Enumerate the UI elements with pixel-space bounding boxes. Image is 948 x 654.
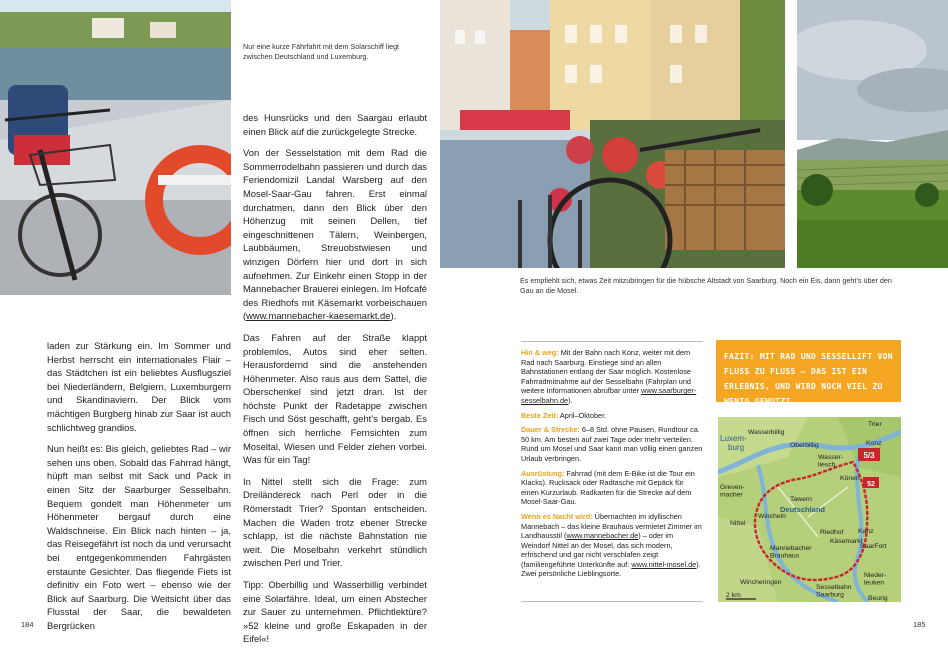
map-badge: 52 [867, 481, 875, 488]
map-label: Wincheln [758, 513, 786, 520]
map-scale: 2 km [726, 592, 741, 599]
photo-bike-ferry [0, 0, 231, 295]
paragraph: Nun heißt es: Bis gleich, geliebtes Rad – wir sehen uns oben. Sobald das Fahrrad hängt, hüpft man selbst mit Sack und Pack in einen Sitz der Saarburger Sesselbahn. Bequem gondelt man Höhenmeter um Höhenmeter bergauf durch eine Waldschneise. Ein Blick nach hinten – ja, das Reisegefährt ist noch da und verursacht bei entgegenkommenden Fahrgästen erstaunte Gesichter. Das fliegende Fiets ist definitiv ein Foto wert – ebenso wie der Blick auf Saarburg. Die Weitsicht über das Flusstal der Saar, die bewaldeten Bergrücken [47, 443, 231, 631]
map-label: Deutschland [780, 505, 826, 514]
map-label: Beurig [868, 595, 888, 602]
info-bottom-rule [521, 601, 703, 602]
link-kaesemarkt[interactable]: www.mannebacher-kaesemarkt.de [246, 310, 391, 322]
map-label: Könen [840, 475, 860, 482]
paragraph: laden zur Stärkung ein. Im Sommer und Herbst herrscht ein internationales Flair – das Städtchen ist ein beliebtes Ausflugsziel bei Niederländern, Belgiern, Luxemburgern und Skandinaviern. Der Blick vom mächtigen Burgberg hinab zur Saar ist auch schlichtweg grandios. [47, 340, 231, 433]
paragraph: des Hunsrücks und den Saargau erlaubt einen Blick auf die zurückgelegte Strecke. [243, 112, 427, 137]
body-column-1 [47, 339, 231, 640]
page-number-left: 184 [21, 620, 34, 629]
paragraph: Von der Sesselstation mit dem Rad die Sommerrodelbahn passieren und durch das Feriendomizil Landal Warsberg auf den Mosel-Saar-Gau fahren. Erst einmal durchatmen, dann den Blick über den Höhenzug mit seinen Dellen, tief eingeschnittenen Tälern, Weinbergen, Laubbäumen, Streuobstwiesen und winzigen Dörfern hier und dort in sich aufnehmen. Zur Einkehr einen Stopp in der Mannebacher Brauerei einlegen. Im Hofcafé des Riedhofs mit Käsemarkt vorbeischauen (www.mannebacher-kaesemarkt.de). [243, 147, 427, 322]
map-label: Sesselbahn Saarburg [816, 584, 852, 599]
map-label: Nieder-leuken [864, 572, 887, 587]
map-label: Trier [868, 421, 882, 428]
route-map [718, 417, 901, 602]
paragraph: In Nittel stellt sich die Frage: zum Dreiländereck nach Perl oder in die Römerstadt Trier? Spontan entscheiden. Machen die Waden trotz ebener Strecke schlapp, ist die nächste Bahnstation nie weit. Die Moselbahn verkehrt stündlich zwischen Perl und Trier. [243, 475, 427, 569]
info-box [521, 348, 703, 584]
fazit-box: FAZIT: MIT RAD UND SESSELLIFT VON FLUSS ZU FLUSS – DAS IST EIN ERLEBNIS, UND WIRD NOCH VIEL ZU WENIG GENUTZT. [716, 340, 901, 402]
info-zeit: Beste Zeit: April–Oktober. [521, 410, 607, 420]
map-label: Oberbillig [790, 442, 819, 449]
map-label: Riedhof [820, 529, 844, 536]
info-dauer: Dauer & Strecke: 6–8 Std. ohne Pausen, Rundtour ca. 50 km. Am besten auf zwei Tage oder mehr verteilen. Rund um Mosel und Saar kann man völlig einen ganzen Urlaub verbringen. [521, 425, 703, 463]
map-label: Kanz [858, 528, 874, 535]
info-anreise: Hin & weg: Mit der Bahn nach Konz, weiter mit dem Rad nach Saarburg. Einstiege sind an allen Bahnstationen entlang der Saar möglich. Kostenlose Fahrradmitnahme auf der Sesselbahn (Fahrplan und weitere Informationen abrufbar unter www.saarburger-sesselbahn.de). [521, 348, 697, 405]
map-label: Greven-macher [720, 484, 745, 499]
map-label: Nittel [730, 520, 746, 527]
map-label: Luxem- [720, 434, 747, 443]
map-label: SaarFort [860, 543, 887, 550]
map-badge: 5/3 [863, 451, 875, 460]
body-column-2 [243, 111, 427, 654]
paragraph: Das Fahren auf der Straße klappt problemlos, Autos sind eher selten. Herausfordernd sind die anstehenden Höhenmeter. Also raus aus dem Sattel, die Oberschenkel sind jetzt dran. Ist der höchste Punkt der Radetappe zwischen Fisch und Söst geschafft, geht’s bergab. Es öffnen sich herrliche Fernsichten zum Moseltal, Wiesen und Felder ziehen vorbei. Was für ein Tag! [243, 331, 427, 466]
info-ausruestung: Ausrüstung: Fahrrad (mit dem E-Bike ist die Tour ein Klacks). Rucksack oder Radtasche mit Gepäck für einen Kurzurlaub. Radkarten für die Strecke auf dem Mosel-Saar-Gau. [521, 468, 695, 507]
map-label: burg [728, 443, 745, 452]
map-label: Tawern [790, 496, 812, 503]
info-top-rule [521, 341, 703, 342]
caption-ferry: Nur eine kurze Fährfahrt mit dem Solarschiff liegt zwischen Deutschland und Luxemburg. [243, 42, 400, 61]
page-number-right: 185 [913, 620, 926, 629]
map-label: Wincheringen [740, 579, 782, 586]
photo-vineyards [797, 0, 948, 268]
map-label: Mannebacher Brauhaus [770, 545, 812, 560]
paragraph: Tipp: Oberbillig und Wasserbillig verbindet eine Solarfähre. Ideal, um einen Abstecher zur Sauer zu unternehmen. Pflichtlektüre? »52 kleine und große Eskapaden in der Eifel«! [243, 579, 427, 645]
link-sesselbahn[interactable]: www.saarburger-sesselbahn.de [521, 386, 697, 405]
link-mannebacher[interactable]: www.mannebacher.de [566, 531, 639, 541]
photo-saarburg [440, 0, 785, 268]
map-label: Wasserbillig [748, 429, 785, 436]
map-label: Wasser-liesch [818, 454, 844, 469]
map-label: Konz [866, 440, 882, 447]
link-nittel[interactable]: www.nittel-mosel.de [631, 559, 697, 569]
info-nacht: Wenn es Nacht wird: Übernachten im idyllischen Mannebach – das kleine Brauhaus vermietet Zimmer im Landhausstil (www.mannebacher.de) – oder im Weindorf Nittel an der Mosel, das sich modern, erfrischend und gar nicht verschlafen zeigt (familiengeführte Unterkünfte auf: www.nittel-mosel.de). Zwei persönliche Lieblingsorte. [521, 511, 702, 579]
caption-saarburg: Es empfiehlt sich, etwas Zeit mitzubringen für die hübsche Altstadt von Saarburg. Noch ein Eis, dann geht’s über den Gau an die Mosel. [520, 276, 892, 295]
map-label: Käsemarkt [830, 538, 863, 545]
